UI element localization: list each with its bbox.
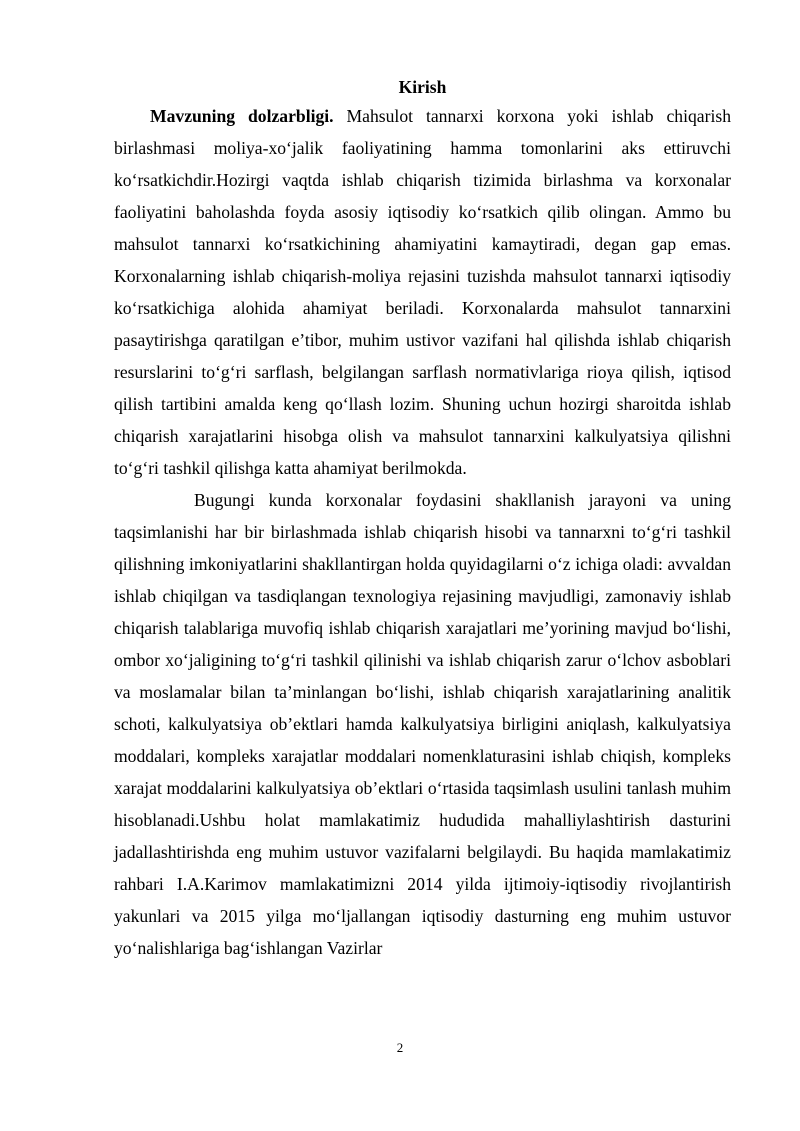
paragraph-relevance	[114, 100, 731, 484]
paragraph-lead: Mavzuning dolzarbligi.	[150, 106, 334, 126]
page-content	[114, 74, 731, 964]
paragraph-current-state: Bugungi kunda korxonalar foydasini shakllanish jarayoni va uning taqsimlanishi har bir birlashmada ishlab chiqarish hisobi va tannarxni to‘g‘ri tashkil qilishning imkoniyatlarini shakllantirgan holda quyidagilarni o‘z ichiga oladi: avvaldan ishlab chiqilgan va tasdiqlangan texnologiya rejasining mavjudligi, zamonaviy ishlab chiqarish talablariga muvofiq ishlab chiqarish xarajatlari me’yorining mavjud bo‘lishi, ombor xo‘jaligining to‘g‘ri tashkil qilinishi va ishlab chiqarish zarur o‘lchov asboblari va moslamalar bilan ta’minlangan bo‘lishi, ishlab chiqarish xarajatlarining analitik schoti, kalkulyatsiya ob’ektlari hamda kalkulyatsiya birligini aniqlash, kalkulyatsiya moddalari, kompleks xarajatlar moddalari nomenklaturasini ishlab chiqish, kompleks xarajat moddalarini kalkulyatsiya ob’ektlari o‘rtasida taqsimlash usulini tanlash muhim hisoblanadi.Ushbu holat mamlakatimiz hududida mahalliylashtirish dasturini jadallashtirishda eng muhim ustuvor vazifalarni belgilaydi. Bu haqida mamlakatimiz rahbari I.A.Karimov mamlakatimizni 2014 yilda ijtimoiy-iqtisodiy rivojlantirish yakunlari va 2015 yilga mo‘ljallangan iqtisodiy dasturning eng muhim ustuvor yo‘nalishlariga bag‘ishlangan Vazirlar	[114, 490, 731, 958]
page-number: 2	[396, 1040, 404, 1055]
paragraph-body: Mahsulot tannarxi korxona yoki ishlab chiqarish birlashmasi moliya-xo‘jalik faoliyatining hamma tomonlarini aks ettiruvchi ko‘rsatkichdir.Hozirgi vaqtda ishlab chiqarish tizimida birlashma va korxonalar faoliyatini baholashda foyda asosiy iqtisodiy ko‘rsatkich qilib olingan. Ammo bu mahsulot tannarxi ko‘rsatkichining ahamiyatini kamaytiradi, degan gap emas. Korxonalarning ishlab chiqarish-moliya rejasini tuzishda mahsulot tannarxi iqtisodiy ko‘rsatkichiga alohida ahamiyat beriladi. Korxonalarda mahsulot tannarxini pasaytirishga qaratilgan e’tibor, muhim ustivor vazifani hal qilishda ishlab chiqarish resurslarini to‘g‘ri sarflash, belgilangan sarflash normativlariga rioya qilish, iqtisod qilish tartibini amalda keng qo‘llash lozim. Shuning uchun hozirgi sharoitda ishlab chiqarish xarajatlarini hisobga olish va mahsulot tannarxini kalkulyatsiya qilishni to‘g‘ri tashkil qilishga katta ahamiyat berilmokda.	[114, 106, 731, 478]
section-title: Kirish	[398, 77, 447, 97]
